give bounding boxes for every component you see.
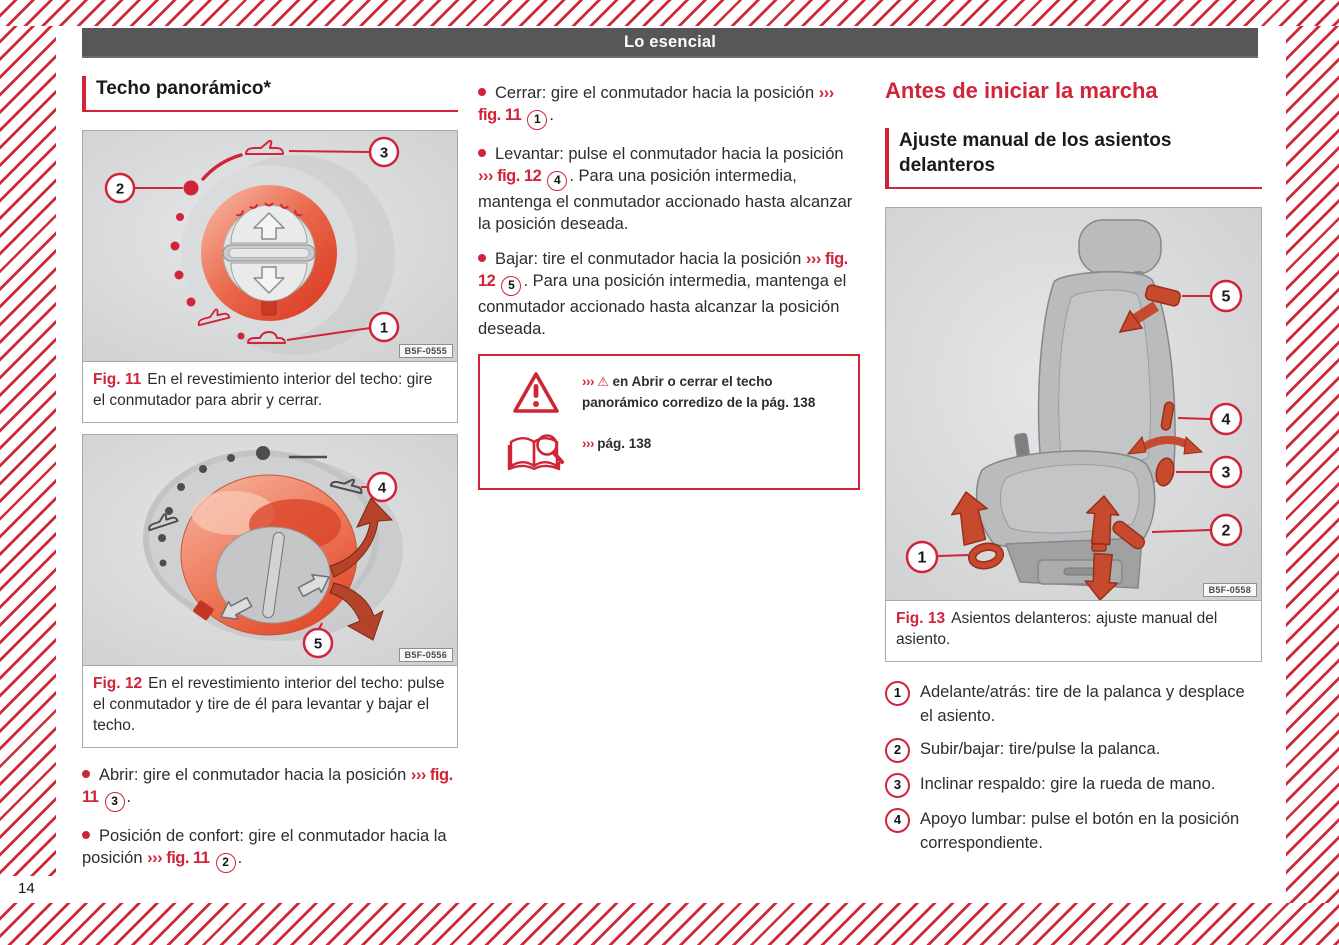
left-bullet-list <box>82 764 458 873</box>
figure-13-code: B5F-0558 <box>1203 583 1257 597</box>
border-stripes-left <box>0 26 56 876</box>
callout-3 <box>370 138 398 166</box>
book-reference-row: ››› pág. 138 <box>490 432 846 474</box>
column-right <box>885 76 1262 864</box>
bullet-posicion-confort: Posición de confort: gire el conmutador hacia la posición ››› fig. 11 2 . <box>82 825 458 873</box>
section-heading-techo <box>82 76 458 112</box>
warning-reference-box <box>478 354 860 490</box>
item-number: 2 <box>885 738 910 763</box>
page-number: 14 <box>18 880 35 897</box>
figure-13-label: Fig. 13 <box>896 610 946 627</box>
roof-switch-dial-side-illustration <box>83 435 457 665</box>
dial-slot <box>229 249 309 258</box>
bullet-dot <box>478 254 486 262</box>
section-heading-ajuste <box>885 128 1262 189</box>
section-title: Ajuste manual de los asientos delanteros <box>899 130 1172 176</box>
border-stripes-right <box>1286 26 1339 903</box>
bullet-dot <box>478 88 486 96</box>
border-stripes-bottom <box>0 903 1339 945</box>
figure-11-caption: Fig. 11 En el revestimiento interior del techo: gire el conmutador para abrir y cerrar. <box>93 371 433 409</box>
item-number: 3 <box>885 773 910 798</box>
border-stripes-top <box>0 0 1339 26</box>
warning-triangle-icon <box>490 370 582 416</box>
book-magnifier-icon <box>490 432 582 474</box>
figure-11-image <box>83 131 457 362</box>
list-item-4: 4 Apoyo lumbar: pulse el botón en la posición correspondiente. <box>885 807 1262 855</box>
figure-13-image <box>886 208 1261 601</box>
figure-13-caption: Fig. 13 Asientos delanteros: ajuste manual del asiento. <box>896 610 1218 648</box>
svg-text:3: 3 <box>379 144 389 162</box>
callout-5 <box>1211 281 1241 311</box>
warning-row: ››› ⚠ en Abrir o cerrar el techo panorámico corredizo de la pág. 138 <box>490 370 846 416</box>
page-header-title: Lo esencial <box>623 32 717 51</box>
svg-text:3: 3 <box>1221 464 1231 482</box>
callout-3 <box>1211 457 1241 487</box>
callout-1 <box>370 313 398 341</box>
chapter-heading: Antes de iniciar la marcha <box>885 78 1158 103</box>
item-number: 4 <box>885 808 910 833</box>
bullet-abrir: Abrir: gire el conmutador hacia la posición ››› fig. 11 3 . <box>82 764 458 812</box>
callout-2 <box>1211 515 1241 545</box>
callout-1 <box>907 542 937 572</box>
svg-text:5: 5 <box>313 635 323 653</box>
bullet-dot <box>82 831 90 839</box>
column-left <box>82 76 458 886</box>
list-item-1: 1 Adelante/atrás: tire de la palanca y desplace el asiento. <box>885 680 1262 728</box>
list-item-3: 3 Inclinar respaldo: gire la rueda de mano. <box>885 772 1262 798</box>
bullet-bajar: Bajar: tire el conmutador hacia la posición ››› fig. 12 5 . Para una posición intermedia, mantenga el conmutador accionado hasta alcanzar la posición deseada. <box>478 250 848 338</box>
seat-adjustment-list <box>885 680 1262 855</box>
bullet-dot <box>478 149 486 157</box>
middle-bullet-list <box>478 82 860 340</box>
figure-11 <box>82 130 458 423</box>
figure-11-code: B5F-0555 <box>399 344 453 358</box>
callout-5 <box>304 629 332 657</box>
figure-11-label: Fig. 11 <box>93 371 142 388</box>
svg-text:2: 2 <box>115 180 125 198</box>
page-header-bar <box>82 28 1258 58</box>
headrest <box>1079 220 1161 274</box>
section-title: Techo panorámico* <box>96 78 271 99</box>
figure-12-image <box>83 435 457 666</box>
figure-12 <box>82 434 458 748</box>
callout-4 <box>368 473 396 501</box>
roof-switch-dial-front-illustration <box>83 131 457 361</box>
figure-12-code: B5F-0556 <box>399 648 453 662</box>
front-seat-illustration <box>886 208 1261 600</box>
svg-text:5: 5 <box>1221 288 1231 306</box>
svg-text:1: 1 <box>917 549 927 567</box>
svg-text:4: 4 <box>377 479 387 497</box>
bullet-levantar: Levantar: pulse el conmutador hacia la posición ››› fig. 12 4 . Para una posición intermedia, mantenga el conmutador accionado hasta alcanzar la posición deseada. <box>478 145 853 233</box>
figure-13 <box>885 207 1262 662</box>
callout-4 <box>1211 404 1241 434</box>
bullet-dot <box>82 770 90 778</box>
svg-text:2: 2 <box>1221 522 1231 540</box>
svg-text:4: 4 <box>1221 411 1231 429</box>
item-number: 1 <box>885 681 910 706</box>
list-item-2: 2 Subir/bajar: tire/pulse la palanca. <box>885 737 1262 763</box>
svg-text:1: 1 <box>379 319 389 337</box>
figure-12-label: Fig. 12 <box>93 674 143 692</box>
figure-12-caption: Fig. 12 En el revestimiento interior del techo: pulse el conmutador y tire de él para levantar y bajar el techo. <box>93 674 445 734</box>
column-middle <box>478 76 860 490</box>
callout-2 <box>106 174 134 202</box>
bullet-cerrar: Cerrar: gire el conmutador hacia la posición ››› fig. 11 1 . <box>478 82 860 130</box>
